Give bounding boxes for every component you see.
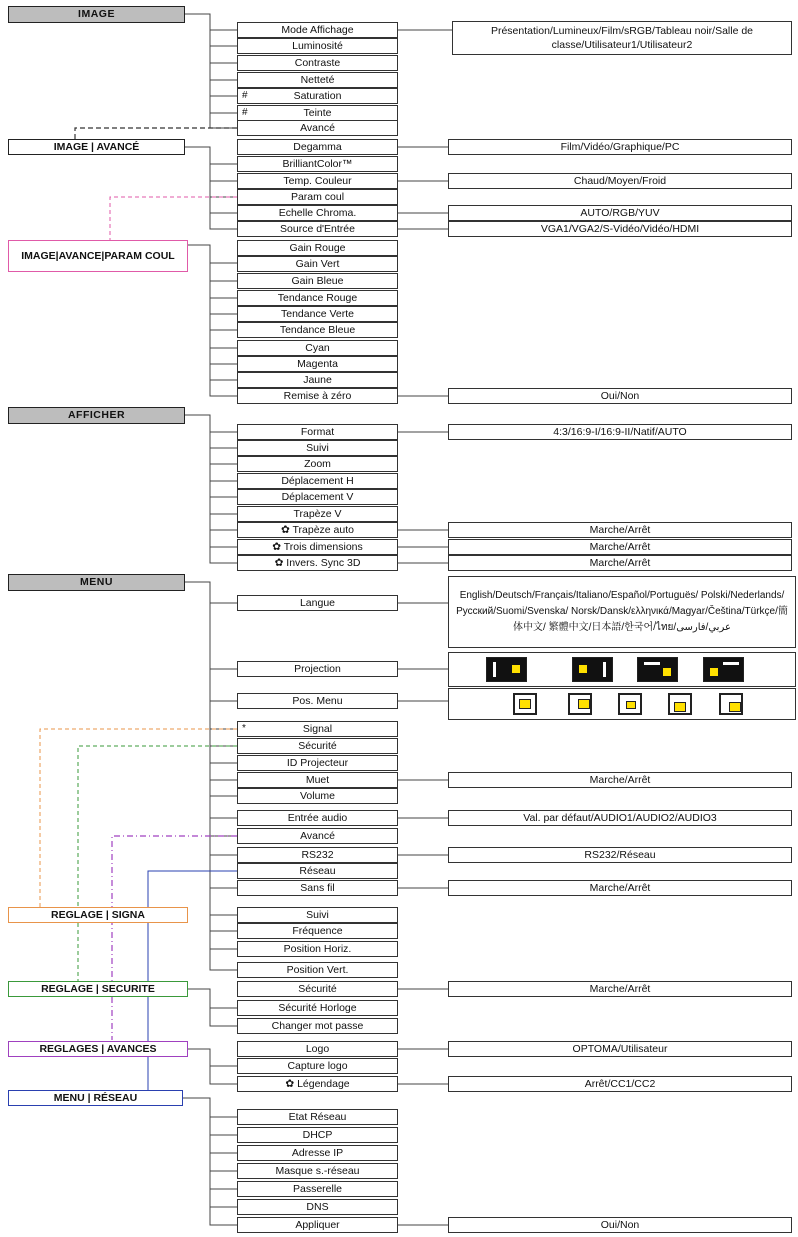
menu-pos-top-left-icon[interactable] (513, 693, 537, 715)
item-frequence[interactable]: Fréquence (237, 923, 398, 939)
header-image: IMAGE (8, 6, 185, 23)
item-zoom[interactable]: Zoom (237, 456, 398, 472)
screen-shape (519, 699, 531, 709)
screen-shape (663, 668, 671, 676)
item-appliquer[interactable]: Appliquer (237, 1217, 398, 1233)
item-securite-onoff[interactable]: Sécurité (237, 981, 398, 997)
header-afficher: AFFICHER (8, 407, 185, 424)
item-luminosite[interactable]: Luminosité (237, 38, 398, 54)
header-image-avance: IMAGE | AVANCÉ (8, 139, 185, 155)
value-invers-sync-3d: Marche/Arrêt (448, 555, 792, 571)
item-contraste[interactable]: Contraste (237, 55, 398, 71)
item-gain-bleue[interactable]: Gain Bleue (237, 273, 398, 289)
item-langue[interactable]: Langue (237, 595, 398, 611)
value-legendage: Arrêt/CC1/CC2 (448, 1076, 792, 1092)
item-nettete[interactable]: Netteté (237, 72, 398, 88)
screen-shape (578, 699, 590, 709)
item-degamma[interactable]: Degamma (237, 139, 398, 155)
item-sans-fil[interactable]: Sans fil (237, 880, 398, 896)
header-menu: MENU (8, 574, 185, 591)
menu-pos-top-right-icon[interactable] (568, 693, 592, 715)
value-appliquer: Oui/Non (448, 1217, 792, 1233)
value-sans-fil: Marche/Arrêt (448, 880, 792, 896)
item-brilliantcolor[interactable]: BrilliantColor™ (237, 156, 398, 172)
item-signa-suivi[interactable]: Suivi (237, 907, 398, 923)
item-securite[interactable]: Sécurité (237, 738, 398, 754)
item-pos-menu[interactable]: Pos. Menu (237, 693, 398, 709)
item-etat-reseau[interactable]: Etat Réseau (237, 1109, 398, 1125)
item-volume[interactable]: Volume (237, 788, 398, 804)
screen-shape (710, 668, 718, 676)
item-projection[interactable]: Projection (237, 661, 398, 677)
header-reglage-signa: REGLAGE | SIGNA (8, 907, 188, 923)
item-securite-horloge[interactable]: Sécurité Horloge (237, 1000, 398, 1016)
header-menu-reseau: MENU | RÉSEAU (8, 1090, 183, 1106)
item-avance[interactable]: Avancé (237, 120, 398, 136)
item-gain-rouge[interactable]: Gain Rouge (237, 240, 398, 256)
pos-menu-options-panel (448, 688, 796, 720)
item-magenta[interactable]: Magenta (237, 356, 398, 372)
item-avance-menu[interactable]: Avancé (237, 828, 398, 844)
projection-ceiling-rear-icon[interactable] (703, 657, 744, 682)
asterisk-mark: * (242, 723, 246, 734)
menu-pos-bottom-right-icon[interactable] (719, 693, 743, 715)
item-trois-dimensions[interactable]: ✿ Trois dimensions (237, 539, 398, 555)
value-securite: Marche/Arrêt (448, 981, 792, 997)
item-position-horiz[interactable]: Position Horiz. (237, 941, 398, 957)
screen-shape (512, 665, 520, 673)
screen-shape (626, 701, 636, 709)
item-echelle-chroma[interactable]: Echelle Chroma. (237, 205, 398, 221)
item-capture-logo[interactable]: Capture logo (237, 1058, 398, 1074)
header-reglages-avances: REGLAGES | AVANCES (8, 1041, 188, 1057)
item-logo[interactable]: Logo (237, 1041, 398, 1057)
projection-ceiling-front-icon[interactable] (637, 657, 678, 682)
item-reseau[interactable]: Réseau (237, 863, 398, 879)
value-source-entree: VGA1/VGA2/S-Vidéo/Vidéo/HDMI (448, 221, 792, 237)
item-entree-audio[interactable]: Entrée audio (237, 810, 398, 826)
value-format: 4:3/16:9-I/16:9-II/Natif/AUTO (448, 424, 792, 440)
item-id-projecteur[interactable]: ID Projecteur (237, 755, 398, 771)
hash-mark: # (242, 107, 248, 118)
value-degamma: Film/Vidéo/Graphique/PC (448, 139, 792, 155)
value-remise-a-zero: Oui/Non (448, 388, 792, 404)
item-trapeze-v[interactable]: Trapèze V (237, 506, 398, 522)
menu-pos-bottom-left-icon[interactable] (668, 693, 692, 715)
item-suivi[interactable]: Suivi (237, 440, 398, 456)
item-cyan[interactable]: Cyan (237, 340, 398, 356)
item-teinte[interactable]: # Teinte (237, 105, 398, 121)
item-invers-sync-3d[interactable]: ✿ Invers. Sync 3D (237, 555, 398, 571)
item-signal[interactable]: * Signal (237, 721, 398, 737)
item-muet[interactable]: Muet (237, 772, 398, 788)
item-gain-vert[interactable]: Gain Vert (237, 256, 398, 272)
value-logo: OPTOMA/Utilisateur (448, 1041, 792, 1057)
item-trapeze-auto[interactable]: ✿ Trapèze auto (237, 522, 398, 538)
value-echelle-chroma: AUTO/RGB/YUV (448, 205, 792, 221)
item-changer-mot-passe[interactable]: Changer mot passe (237, 1018, 398, 1034)
item-rs232[interactable]: RS232 (237, 847, 398, 863)
item-jaune[interactable]: Jaune (237, 372, 398, 388)
item-legendage[interactable]: ✿ Légendage (237, 1076, 398, 1092)
projection-options-panel (448, 652, 796, 687)
item-tendance-rouge[interactable]: Tendance Rouge (237, 290, 398, 306)
value-temp-couleur: Chaud/Moyen/Froid (448, 173, 792, 189)
item-saturation[interactable]: # Saturation (237, 88, 398, 104)
item-format[interactable]: Format (237, 424, 398, 440)
item-adresse-ip[interactable]: Adresse IP (237, 1145, 398, 1161)
value-entree-audio: Val. par défaut/AUDIO1/AUDIO2/AUDIO3 (448, 810, 792, 826)
screen-shape (493, 662, 496, 677)
item-position-vert[interactable]: Position Vert. (237, 962, 398, 978)
screen-shape (603, 662, 606, 677)
screen-shape (729, 702, 741, 712)
projection-front-icon[interactable] (486, 657, 527, 682)
screen-shape (674, 702, 686, 712)
value-langue: English/Deutsch/Français/Italiano/Español/Portuguës/ Polski/Nederlands/Русский/Suomi/Svenska/ Norsk/Dansk/ελληνικά/Magyar/Čeština/Türkçe/簡体中文/ 繁體中文/日本語/한국어/ไทย/عربي/فارسی (448, 576, 796, 648)
value-muet: Marche/Arrêt (448, 772, 792, 788)
hash-mark: # (242, 90, 248, 101)
value-mode-affichage: Présentation/Lumineux/Film/sRGB/Tableau noir/Salle de classe/Utilisateur1/Utilisateur2 (452, 21, 792, 55)
item-passerelle[interactable]: Passerelle (237, 1181, 398, 1197)
item-deplacement-v[interactable]: Déplacement V (237, 489, 398, 505)
item-mode-affichage[interactable]: Mode Affichage (237, 22, 398, 38)
value-rs232: RS232/Réseau (448, 847, 792, 863)
header-reglage-securite: REGLAGE | SECURITE (8, 981, 188, 997)
menu-pos-center-icon[interactable] (618, 693, 642, 715)
item-temp-couleur[interactable]: Temp. Couleur (237, 173, 398, 189)
item-masque-reseau[interactable]: Masque s.-réseau (237, 1163, 398, 1179)
item-tendance-verte[interactable]: Tendance Verte (237, 306, 398, 322)
header-param-coul: IMAGE|AVANCE|PARAM COUL (8, 240, 188, 272)
screen-shape (579, 665, 587, 673)
screen-shape (644, 662, 660, 665)
item-remise-a-zero[interactable]: Remise à zéro (237, 388, 398, 404)
value-trois-dimensions: Marche/Arrêt (448, 539, 792, 555)
item-source-entree[interactable]: Source d'Entrée (237, 221, 398, 237)
item-dhcp[interactable]: DHCP (237, 1127, 398, 1143)
item-param-coul[interactable]: Param coul (237, 189, 398, 205)
projection-rear-icon[interactable] (572, 657, 613, 682)
item-tendance-bleue[interactable]: Tendance Bleue (237, 322, 398, 338)
screen-shape (723, 662, 739, 665)
item-dns[interactable]: DNS (237, 1199, 398, 1215)
item-deplacement-h[interactable]: Déplacement H (237, 473, 398, 489)
value-trapeze-auto: Marche/Arrêt (448, 522, 792, 538)
